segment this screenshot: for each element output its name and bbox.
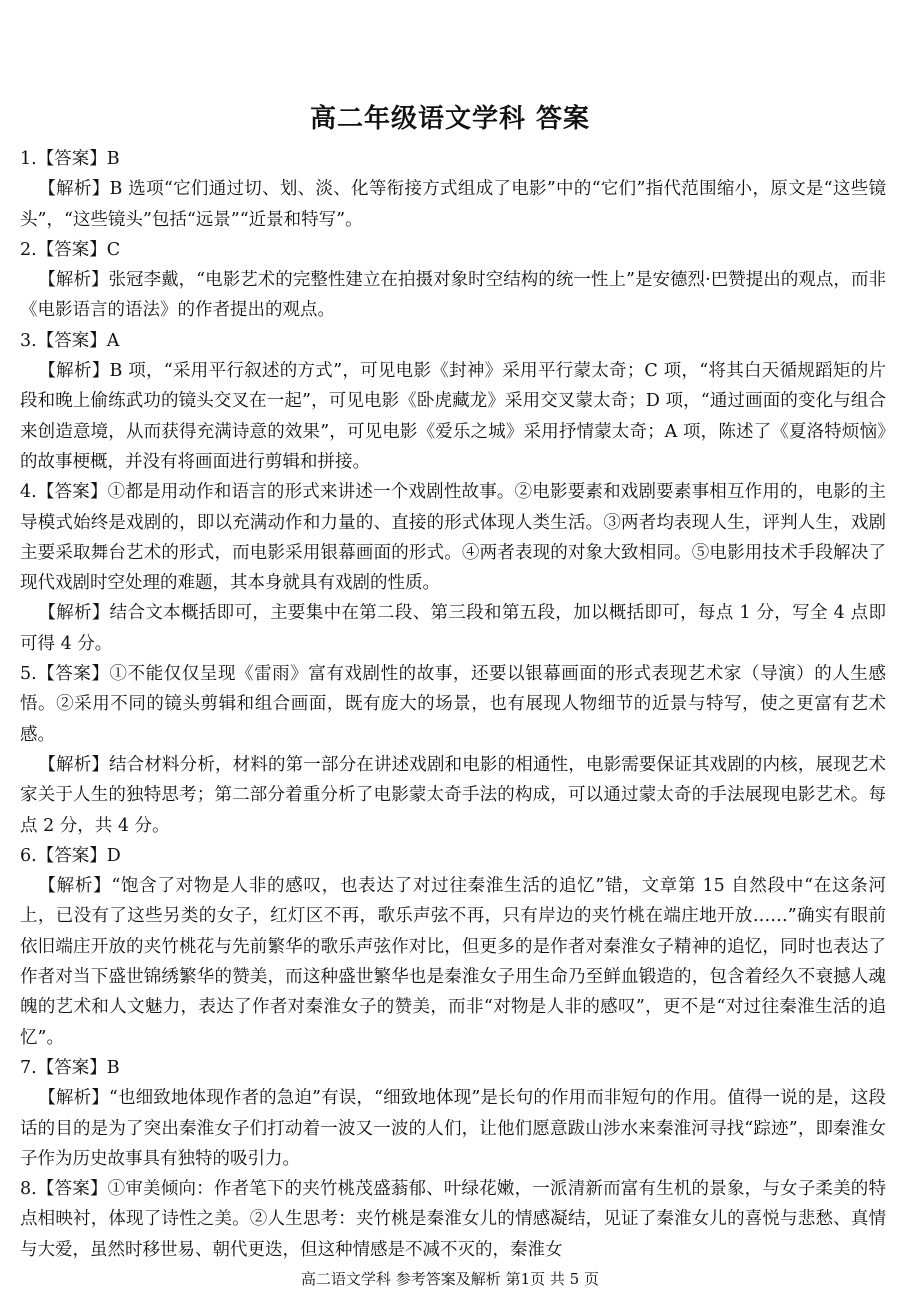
q5-answer: 5.【答案】①不能仅仅呈现《雷雨》富有戏剧性的故事，还要以银幕画面的形式表现艺术家（导演）的人生感悟。②采用不同的镜头剪辑和组合画面，既有庞大的场景，也有展现人物细节的近景与特写，使之更富有艺术感。 xyxy=(20,664,886,745)
q3-answer: 3.【答案】A xyxy=(20,330,120,351)
q7-analysis: 【解析】“也细致地体现作者的急迫”有误，“细致地体现”是长句的作用而非短句的作用。值得一说的是，这段话的目的是为了突出秦淮女子们打动着一波又一波的人们，让他们愿意跋山涉水来秦淮河寻找“踪迹”，即秦淮女子作为历史故事具有独特的吸引力。 xyxy=(20,1088,886,1169)
q5-analysis: 【解析】结合材料分析，材料的第一部分在讲述戏剧和电影的相通性，电影需要保证其戏剧的内核，展现艺术家关于人生的独特思考；第二部分着重分析了电影蒙太奇手法的构成，可以通过蒙太奇的手法展现电影艺术。每点 2 分，共 4 分。 xyxy=(20,754,886,836)
q1-analysis: 【解析】B 选项“它们通过切、划、淡、化等衔接方式组成了电影”中的“它们”指代范围缩小，原文是“这些镜头”，“这些镜头”包括“远景”“近景和特写”。 xyxy=(20,179,886,230)
q7-answer: 7.【答案】B xyxy=(20,1057,120,1078)
page-title: 高二年级语文学科 答案 xyxy=(309,104,591,134)
page-footer: 高二语文学科 参考答案及解析 第1页 共 5 页 xyxy=(301,1270,599,1288)
q1-answer: 1.【答案】B xyxy=(20,149,120,169)
answer-content xyxy=(20,144,886,1265)
q4-analysis: 【解析】结合文本概括即可，主要集中在第二段、第三段和第五段，加以概括即可，每点 1 分，写全 4 点即可得 4 分。 xyxy=(20,603,886,654)
q3-analysis: 【解析】B 项，“采用平行叙述的方式”，可见电影《封神》采用平行蒙太奇；C 项，“将其白天循规蹈矩的片段和晚上偷练武功的镜头交叉在一起”，可见电影《卧虎藏龙》采用交叉蒙太奇；D 项，“通过画面的变化与组合来创造意境，从而获得充满诗意的效果”，可见电影《爱乐之城》采用抒情蒙太奇；A 项，陈述了《夏洛特烦恼》的故事梗概，并没有将画面进行剪辑和拼接。 xyxy=(20,361,886,472)
q4-answer: 4.【答案】①都是用动作和语言的形式来讲述一个戏剧性故事。②电影要素和戏剧要素事相互作用的，电影的主导模式始终是戏剧的，即以充满动作和力量的、直接的形式体现人类生活。③两者均表现人生，评判人生，戏剧主要采取舞台艺术的形式，而电影采用银幕画面的形式。④两者表现的对象大致相同。⑤电影用技术手段解决了现代戏剧时空处理的难题，其本身就具有戏剧的性质。 xyxy=(20,482,886,594)
q6-analysis: 【解析】“饱含了对物是人非的感叹，也表达了对过往秦淮生活的追忆”错，文章第 15 自然段中“在这条河上，已没有了这些另类的女子，红灯区不再，歌乐声弦不再，只有岸边的夹竹桃在端庄地开放……”确实有眼前依旧端庄开放的夹竹桃花与先前繁华的歌乐声弦作对比，但更多的是作者对秦淮女子精神的追忆，同时也表达了作者对当下盛世锦绣繁华的赞美，而这种盛世繁华也是秦淮女子用生命乃至鲜血锻造的，包含着经久不衰撼人魂魄的艺术和人文魅力，表达了作者对秦淮女子的赞美，而非“对物是人非的感叹”，更不是“对过往秦淮生活的追忆”。 xyxy=(20,876,886,1048)
q8-answer: 8.【答案】①审美倾向：作者笔下的夹竹桃茂盛蓊郁、叶绿花嫩，一派清新而富有生机的景象，与女子柔美的特点相映衬，体现了诗性之美。②人生思考：夹竹桃是秦淮女儿的情感凝结，见证了秦淮女儿的喜悦与悲愁、真情与大爱，虽然时移世易、朝代更迭，但这种情感是不减不灭的，秦淮女 xyxy=(20,1179,886,1260)
q6-answer: 6.【答案】D xyxy=(20,845,121,866)
q2-analysis: 【解析】张冠李戴，“电影艺术的完整性建立在拍摄对象时空结构的统一性上”是安德烈·巴赞提出的观点，而非《电影语言的语法》的作者提出的观点。 xyxy=(20,270,886,321)
q2-answer: 2.【答案】C xyxy=(20,239,121,260)
